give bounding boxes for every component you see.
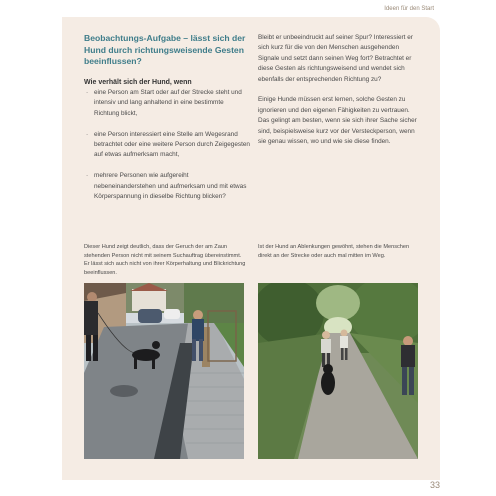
photo-caption-right: Ist der Hund an Ablenkungen gewöhnt, stehen die Menschen direkt an der Strecke oder auch mal mitten im Weg. <box>258 244 410 259</box>
photo-forest-illustration <box>258 283 418 459</box>
photo-caption-left: Dieser Hund zeigt deutlich, dass der Geruch der am Zaun stehenden Person nicht mit seinem Suchauftrag übereinstimmt. Er lässt sich auch nicht von ihrer Körperhaltung und Blickrichtung beeinflussen. <box>84 244 246 276</box>
paragraph: Bleibt er unbeeindruckt auf seiner Spur? Interessiert er sich kurz für die von den Menschen ausgehenden Signale und setzt dann seinen Weg fort? Betrachtet er diese Gesten als richtungsweisend und wendet sich ebenfalls der entsprechenden Richtung zu? <box>258 34 413 83</box>
photo-forest-path <box>258 283 418 459</box>
subheading: Wie verhält sich der Hund, wenn <box>84 78 192 86</box>
bullet-text: eine Person am Start oder auf der Strecke steht und intensiv und lang anhaltend in eine bestimmte Richtung blickt, <box>94 88 242 117</box>
paragraph: Einige Hunde müssen erst lernen, solche Gesten zu ignorieren und den eigenen Fähigkeiten zu vertrauen. Das gelingt am besten, wenn sie sich ihrer Sache sicher sind, beispielsweise kurz vor der Versteckperson, wenn sie genau wissen, wo und wie sie diese finden. <box>258 96 417 146</box>
bullet-item <box>84 130 250 161</box>
bullet-dot-icon: · <box>86 130 89 138</box>
bullet-list <box>84 88 250 202</box>
bullet-item <box>84 88 250 119</box>
photo-street-illustration <box>84 283 244 459</box>
bullet-item <box>84 171 250 202</box>
bullet-dot-icon: · <box>86 88 89 96</box>
page-number: 33 <box>429 480 440 490</box>
right-column <box>258 33 422 158</box>
photo-street-dog <box>84 283 244 459</box>
task-title: Beobachtungs-Aufgabe – lässt sich der Hund durch richtungsweisende Gesten beeinflussen? <box>84 33 246 66</box>
bullet-dot-icon: · <box>86 172 89 180</box>
running-header: Ideen für den Start <box>384 6 434 12</box>
bullet-text: mehrere Personen wie aufgereiht nebeneinanderstehen und aufmerksam und mit etwas Körperspannung in dieselbe Richtung blicken? <box>94 172 247 200</box>
left-column <box>84 33 250 213</box>
bullet-text: eine Person interessiert eine Stelle am Wegesrand betrachtet oder eine weitere Person durch Zeigegesten auf etwas aufmerksam macht, <box>94 130 250 159</box>
